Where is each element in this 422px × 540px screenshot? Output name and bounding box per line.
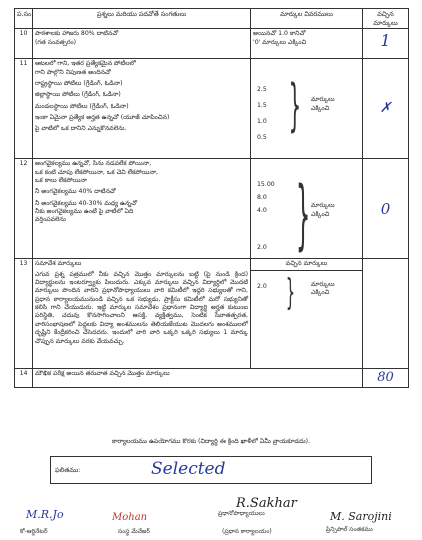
criteria-line: పై వాటిలో ఒక దానిని ఎన్నుకొనవలెను. (35, 125, 127, 133)
mark-value: 15.00 (257, 181, 275, 189)
side-label: ఎక్కించి (311, 104, 330, 112)
brace-icon: } (288, 73, 302, 139)
side-label: మార్కులు (311, 96, 335, 104)
header-details: మార్కుల వివరములు (251, 9, 363, 29)
table-header-row (15, 9, 409, 29)
signature-manager: Mohan (112, 512, 148, 523)
row-number: 10 (15, 29, 33, 59)
criteria-line: రాష్ట్రస్థాయి పోటీలు (గ్రేడింగ్, ఓడినా) (35, 80, 123, 87)
detail-subheader: వచ్చిన మార్కులు (251, 259, 362, 270)
mark-value: 8.0 (257, 194, 267, 202)
mark-value: 2.0 (257, 282, 267, 290)
detail-line: '0' మార్కులు ఎక్కించి (253, 38, 307, 46)
table-row-10 (15, 29, 409, 59)
mark-value: 0.5 (257, 134, 267, 142)
criteria-line: నీ అంగవైకల్యము 40% దాటినచో (35, 188, 116, 196)
row-criteria (33, 159, 251, 259)
criteria-line: ఒక కంటి చూపు లేకపోయినా, ఒక చెవి లేకపోయినా, (35, 168, 158, 176)
marks-table (14, 8, 409, 388)
brace-icon: } (285, 271, 296, 313)
row-criteria (33, 29, 251, 59)
criteria-line: ఆటలలో గాని, ఇతర ప్రత్యేకమైన పోటీలలో (35, 60, 136, 68)
criteria-line: నీ అంగవైకల్యము 40-30% మధ్య ఉన్నచో (35, 199, 138, 207)
table-row-12 (15, 159, 409, 259)
row-details (251, 259, 363, 369)
criteria-title: సమావేశ మార్కులు (35, 260, 82, 268)
row-number: 12 (15, 159, 33, 259)
side-label: ఎక్కించి (311, 210, 330, 218)
row-criteria (33, 369, 363, 388)
awarded-mark: 0 (363, 159, 409, 259)
mark-value: 4.0 (257, 207, 267, 215)
table-row-13 (15, 259, 409, 369)
mark-value: 2.0 (257, 244, 267, 252)
mark-value: 1.0 (257, 118, 267, 126)
table-row-14 (15, 369, 409, 388)
signature-principal: M. Sarojini (330, 510, 392, 523)
criteria-line: జిల్లాస్థాయి పోటీలు (గ్రేడింగ్, ఓడినా) (35, 91, 121, 99)
header-criteria: ప్రశ్నలు మరియు పదవోతే సంగతులు (33, 9, 251, 29)
header-awarded: వచ్చిన మార్కులు (363, 9, 409, 29)
table-row-11 (15, 59, 409, 159)
criteria-line: నీకు అంగవైకల్యము ఉంటే పై వాటిలో ఏది (35, 208, 134, 216)
awarded-mark: 1 (363, 29, 409, 59)
criteria-line: గాని పాల్గొని నిపుణత అందినచో (35, 68, 111, 76)
criteria-line: మౌఖిక పరీక్ష అయిన తరువాత వచ్చిన మొత్తం మార్కులు (35, 370, 170, 378)
criteria-line: మండలస్థాయి పోటీలు (గ్రేడింగ్, ఓడినా) (35, 102, 129, 110)
header-serial: ప.సం. (15, 9, 33, 29)
signature-label: ప్రిన్సిపాల్ సంతకము (326, 526, 373, 533)
row-criteria (33, 59, 251, 159)
row-details (251, 159, 363, 259)
awarded-mark (363, 259, 409, 369)
mark-value: 1.5 (257, 102, 267, 110)
row-details (251, 59, 363, 159)
criteria-line: పాఠశాలకు హాజరు 80% దాటినచో (35, 30, 119, 38)
criteria-line: వర్తింపవలెను (35, 216, 66, 224)
side-label: మార్కులు (311, 280, 335, 288)
awarded-mark: ✗ (363, 59, 409, 159)
row-number: 14 (15, 369, 33, 388)
criteria-line: ఇంకా ఏమైనా ప్రత్యేక అర్హత ఉన్నచో (యూజ్ చూపించిన) (35, 114, 170, 122)
side-label: ఎక్కించి (311, 289, 330, 296)
row-details (251, 29, 363, 59)
row-number: 13 (15, 259, 33, 369)
office-use-note: కార్యాలయము ఉపయోగము కొరకు (విద్యార్థి ఈ క్రింది ఖాళీలో ఏమీ వ్రాయకూడదు). (111, 438, 311, 445)
signature-coordinator: M.R.Jo (26, 508, 64, 521)
awarded-total: 80 (363, 369, 409, 388)
signature-label: సంస్థ మేనేజర్ (118, 528, 150, 535)
criteria-line: (గత సంవత్సరం) (35, 38, 77, 46)
row-criteria (33, 259, 251, 369)
signature-label: (ప్రధాన కార్యాలయం) (222, 528, 272, 535)
result-label: ఫలితము: (55, 466, 81, 474)
result-value: Selected (151, 459, 226, 479)
criteria-paragraph: ఎగువ ప్రశ్న పత్రములో నీకు వచ్చిన మొత్తం మార్కులను బట్టి (పై నుండి క్రింద) విద్యార్థులను ఇంటర్వ్యూకు పిలుదురు. ఎక్కువ మార్కులు వచ్చిన విద్యార్థిలో మొదటి మార్కులు పొందిన వారిని ప్రధానోపాధ్యాయులు వారి కమిటీలో ఇద్దరి సభ్యులతో గాని, ప్రధాన కార్యాలయమునుండి వచ్చిన ఒక సభ్యుడు, ప్రాక్టీసు కమిటీలో మరో సభ్యునితో కలిసి గాని చేయుదురు. ఇట్టి మార్కుల సమావేశం ప్రధానంగా విద్యార్థి అర్హత కుటుంబ పరిస్థితి, చదువు కొనసాగించాలని ఆసక్తి, వ్యక్తిత్వము, సెంటిక సేవాతత్పరత, వారిసంభాషణలో పెద్దలకు విద్యా అంశములను తెలియజేయుట మొదలగు అంశములలో దృష్టిని కేంద్రీకరించి చేసెదదరు. ఇందులో వారి వారి ఒక్కరి ఒక్కరి సభ్యులు 1 మార్కు చొప్పున మార్కులు వరకు వేయవచ్చు. (35, 270, 248, 345)
criteria-line: ఒక కాలు లేకపోయినా (35, 177, 87, 184)
side-label: మార్కులు (311, 202, 335, 210)
brace-icon: } (295, 169, 311, 259)
signature-label: ప్రధానోపాధ్యాయులు (218, 510, 265, 517)
mark-value: 2.5 (257, 86, 267, 94)
row-number: 11 (15, 59, 33, 159)
signature-label: కో-ఆర్డినేటర్ (20, 528, 48, 535)
detail-line: అయినచో 1.0 కానిచో (253, 30, 306, 38)
signature-headmaster: R.Sakhar (236, 496, 297, 511)
result-box (50, 456, 372, 484)
criteria-line: అంగవైకల్యము ఉన్నవో, సిను నడవలేక పోయినా, (35, 160, 152, 168)
